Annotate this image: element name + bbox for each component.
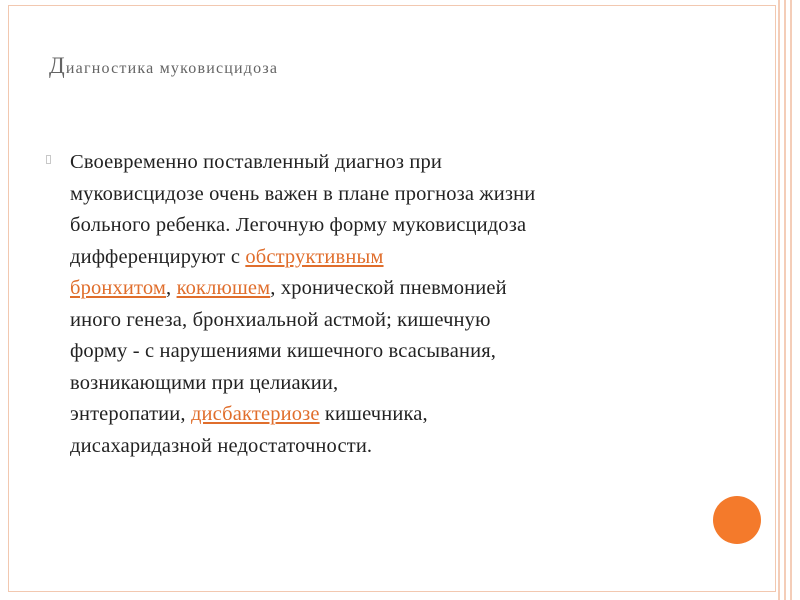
slide-title-rest: иагностика муковисцидоза: [65, 60, 279, 77]
hyperlink[interactable]: коклюшем: [176, 277, 271, 299]
body-text: иного генеза, бронхиальной астмой; кишечную: [70, 308, 491, 331]
body-text: , хронической пневмонией: [270, 277, 507, 299]
body-line: [70, 431, 710, 463]
body-text: муковисцидозе очень важен в плане прогноза жизни: [70, 182, 536, 205]
right-rule-left: [778, 0, 780, 600]
body-text: возникающими при целиакии,: [70, 371, 339, 394]
body-text: кишечника,: [319, 403, 428, 425]
body-text: форму - с нарушениями кишечного всасывания,: [70, 340, 497, 362]
body-line: [70, 273, 710, 305]
body-line: [70, 179, 710, 211]
body-line: [70, 336, 710, 368]
body-line: [70, 210, 710, 242]
hyperlink[interactable]: бронхитом: [70, 277, 166, 299]
body-line: [70, 305, 710, 337]
body-paragraph: [70, 147, 710, 462]
orange-accent-circle: [713, 496, 761, 544]
content-block: [46, 147, 716, 477]
body-text: ,: [166, 277, 177, 299]
right-rule-middle: [784, 0, 786, 600]
hyperlink[interactable]: дисбактериозе: [190, 403, 320, 425]
slide-title-initial: Д: [49, 53, 66, 78]
body-text: энтеропатии,: [70, 403, 191, 425]
body-text: больного ребенка. Легочную форму муковисцидоза: [70, 214, 527, 236]
right-rule-right: [790, 0, 792, 600]
body-text: дифференцируют с: [70, 245, 246, 268]
body-text: Своевременно поставленный диагноз при: [70, 151, 443, 173]
body-line: [70, 147, 710, 179]
body-text: дисахаридазной недостаточности.: [70, 434, 373, 457]
slide-title: [49, 49, 699, 86]
hyperlink[interactable]: обструктивным: [245, 245, 384, 268]
body-line: [70, 242, 710, 274]
body-line: [70, 399, 710, 431]
body-line: [70, 368, 710, 400]
bullet-marker: [46, 155, 51, 164]
